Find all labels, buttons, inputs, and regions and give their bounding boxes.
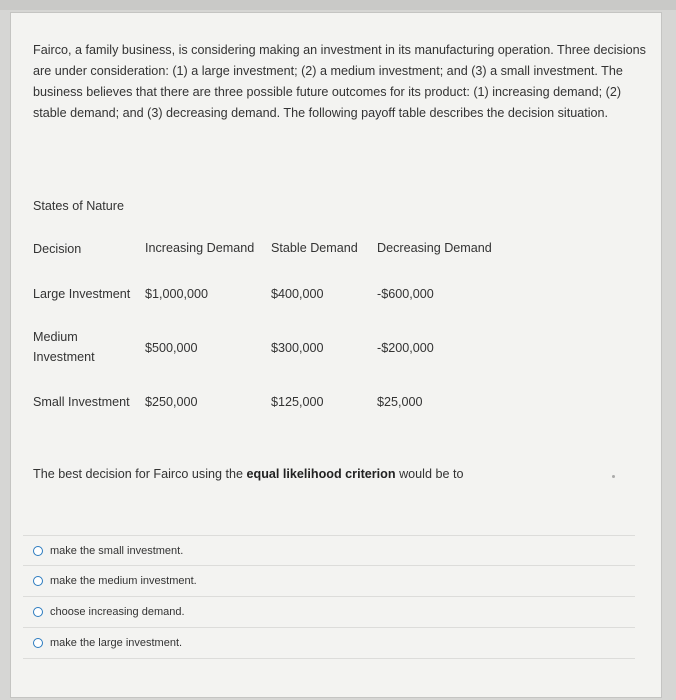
radio-button-icon[interactable]	[33, 546, 43, 556]
table-caption: States of Nature	[33, 199, 125, 213]
stray-dot	[612, 475, 615, 478]
header-decision: Decision	[33, 242, 82, 256]
row-small-increasing: $250,000	[145, 395, 198, 409]
header-stable-demand: Stable Demand	[271, 241, 358, 255]
row-medium-decreasing: -$200,000	[377, 341, 434, 355]
question-intro: Fairco, a family business, is considering making an investment in its manufacturing operation. Three decisions are under consideration: (1) a large investment; (2) a medium investment; and (3) a small investment. The business believes that there are three possible future outcomes for its product: (1) increasing demand; (2) stable demand; and (3) decreasing demand. The following payoff table describes the decision situation.	[33, 43, 646, 120]
question-card	[10, 12, 662, 698]
row-large-decreasing: -$600,000	[377, 287, 434, 301]
question-prompt	[33, 464, 464, 484]
prompt-text-after: would be to	[395, 467, 464, 481]
option-label: make the medium investment.	[50, 575, 197, 587]
option-label: make the small investment.	[50, 544, 184, 557]
row-medium-increasing: $500,000	[145, 341, 198, 355]
row-small-decision: Small Investment	[33, 395, 130, 409]
radio-button-icon[interactable]	[33, 607, 43, 617]
prompt-text-before: The best decision for Fairco using the	[33, 467, 247, 481]
header-decreasing-demand: Decreasing Demand	[377, 241, 492, 255]
option-large-investment[interactable]	[23, 628, 635, 659]
row-large-stable: $400,000	[271, 287, 324, 301]
radio-button-icon[interactable]	[33, 576, 43, 586]
row-medium-decision: Medium Investment	[33, 330, 95, 364]
row-large-decision: Large Investment	[33, 287, 131, 301]
option-increasing-demand[interactable]	[23, 597, 635, 628]
option-medium-investment[interactable]	[23, 566, 635, 597]
prompt-text-bold: equal likelihood criterion	[246, 467, 396, 481]
row-medium-stable: $300,000	[271, 341, 324, 355]
radio-button-icon[interactable]	[33, 638, 43, 648]
option-label: make the large investment.	[50, 637, 183, 649]
row-large-increasing: $1,000,000	[145, 287, 209, 301]
header-strip	[0, 0, 676, 10]
option-small-investment[interactable]	[23, 535, 635, 566]
answer-options	[23, 535, 635, 659]
row-small-stable: $125,000	[271, 395, 324, 409]
row-small-decreasing: $25,000	[377, 395, 423, 409]
option-label: choose increasing demand.	[50, 606, 185, 618]
header-increasing-demand: Increasing Demand	[145, 241, 255, 255]
